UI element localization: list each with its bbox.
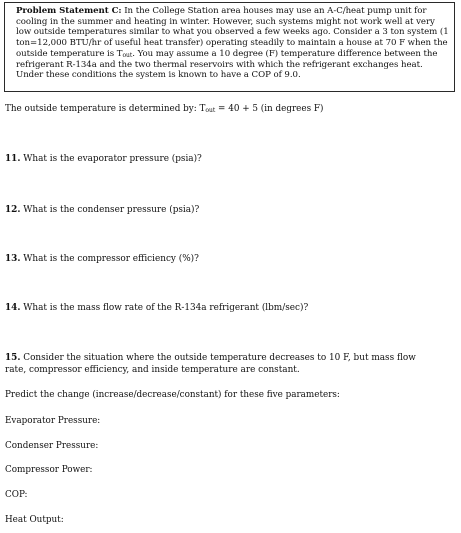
- problem-statement-box: [4, 2, 455, 92]
- problem-intro: In the College Station area houses may use an A-C/heat pump unit for cooling in the summer and heating in winter. However, such systems might not work well at very low outside temperatures similar to what you observed a few weeks ago. Consider a 3 ton system (1 ton=12,000 BTU/hr of useful heat transfer) operating steadily to maintain a house at 70 F when the outside temperature is T: [16, 6, 449, 59]
- predict-instruction: Predict the change (increase/decrease/constant) for these five parameters:: [5, 390, 340, 400]
- question-14: [5, 303, 308, 314]
- formula-subscript: out: [205, 107, 216, 114]
- question-text: What is the evaporator pressure (psia)?: [20, 154, 202, 164]
- question-15-line-2: rate, compressor efficiency, and inside temperature are constant.: [5, 365, 300, 375]
- question-13: [5, 254, 199, 265]
- question-15-line-1: [5, 353, 416, 364]
- question-text: What is the mass flow rate of the R-134a refrigerant (lbm/sec)?: [20, 303, 309, 313]
- question-number: 13.: [5, 254, 21, 264]
- param-compressor-power: Compressor Power:: [5, 465, 93, 475]
- param-cop: COP:: [5, 490, 28, 500]
- question-text: What is the condenser pressure (psia)?: [20, 205, 200, 215]
- t-out-subscript: out: [122, 51, 133, 59]
- question-number: 11.: [5, 154, 21, 164]
- param-condenser-pressure: Condenser Pressure:: [5, 441, 99, 451]
- formula-prefix: The outside temperature is determined by: T: [5, 104, 206, 114]
- param-evaporator-pressure: Evaporator Pressure:: [5, 416, 101, 426]
- problem-rest: . You may assume a 10 degree (F) temperature difference between the refrigerant R-134a and the two thermal reservoirs with which the refrigerant exchanges heat. Under these conditions the system is known to have a COP of 9.0.: [16, 48, 438, 81]
- question-number: 15.: [5, 353, 21, 363]
- outside-temperature-formula: [5, 104, 323, 115]
- problem-heading: Problem Statement C:: [16, 6, 122, 16]
- question-number: 14.: [5, 303, 21, 313]
- formula-suffix: = 40 + 5 (in degrees F): [215, 104, 324, 114]
- question-number: 12.: [5, 205, 21, 215]
- question-text: What is the compressor efficiency (%)?: [20, 254, 199, 264]
- question-12: [5, 205, 199, 216]
- param-heat-output: Heat Output:: [5, 515, 64, 525]
- question-text: Consider the situation where the outside temperature decreases to 10 F, but mass flow: [20, 353, 416, 363]
- question-11: [5, 154, 202, 165]
